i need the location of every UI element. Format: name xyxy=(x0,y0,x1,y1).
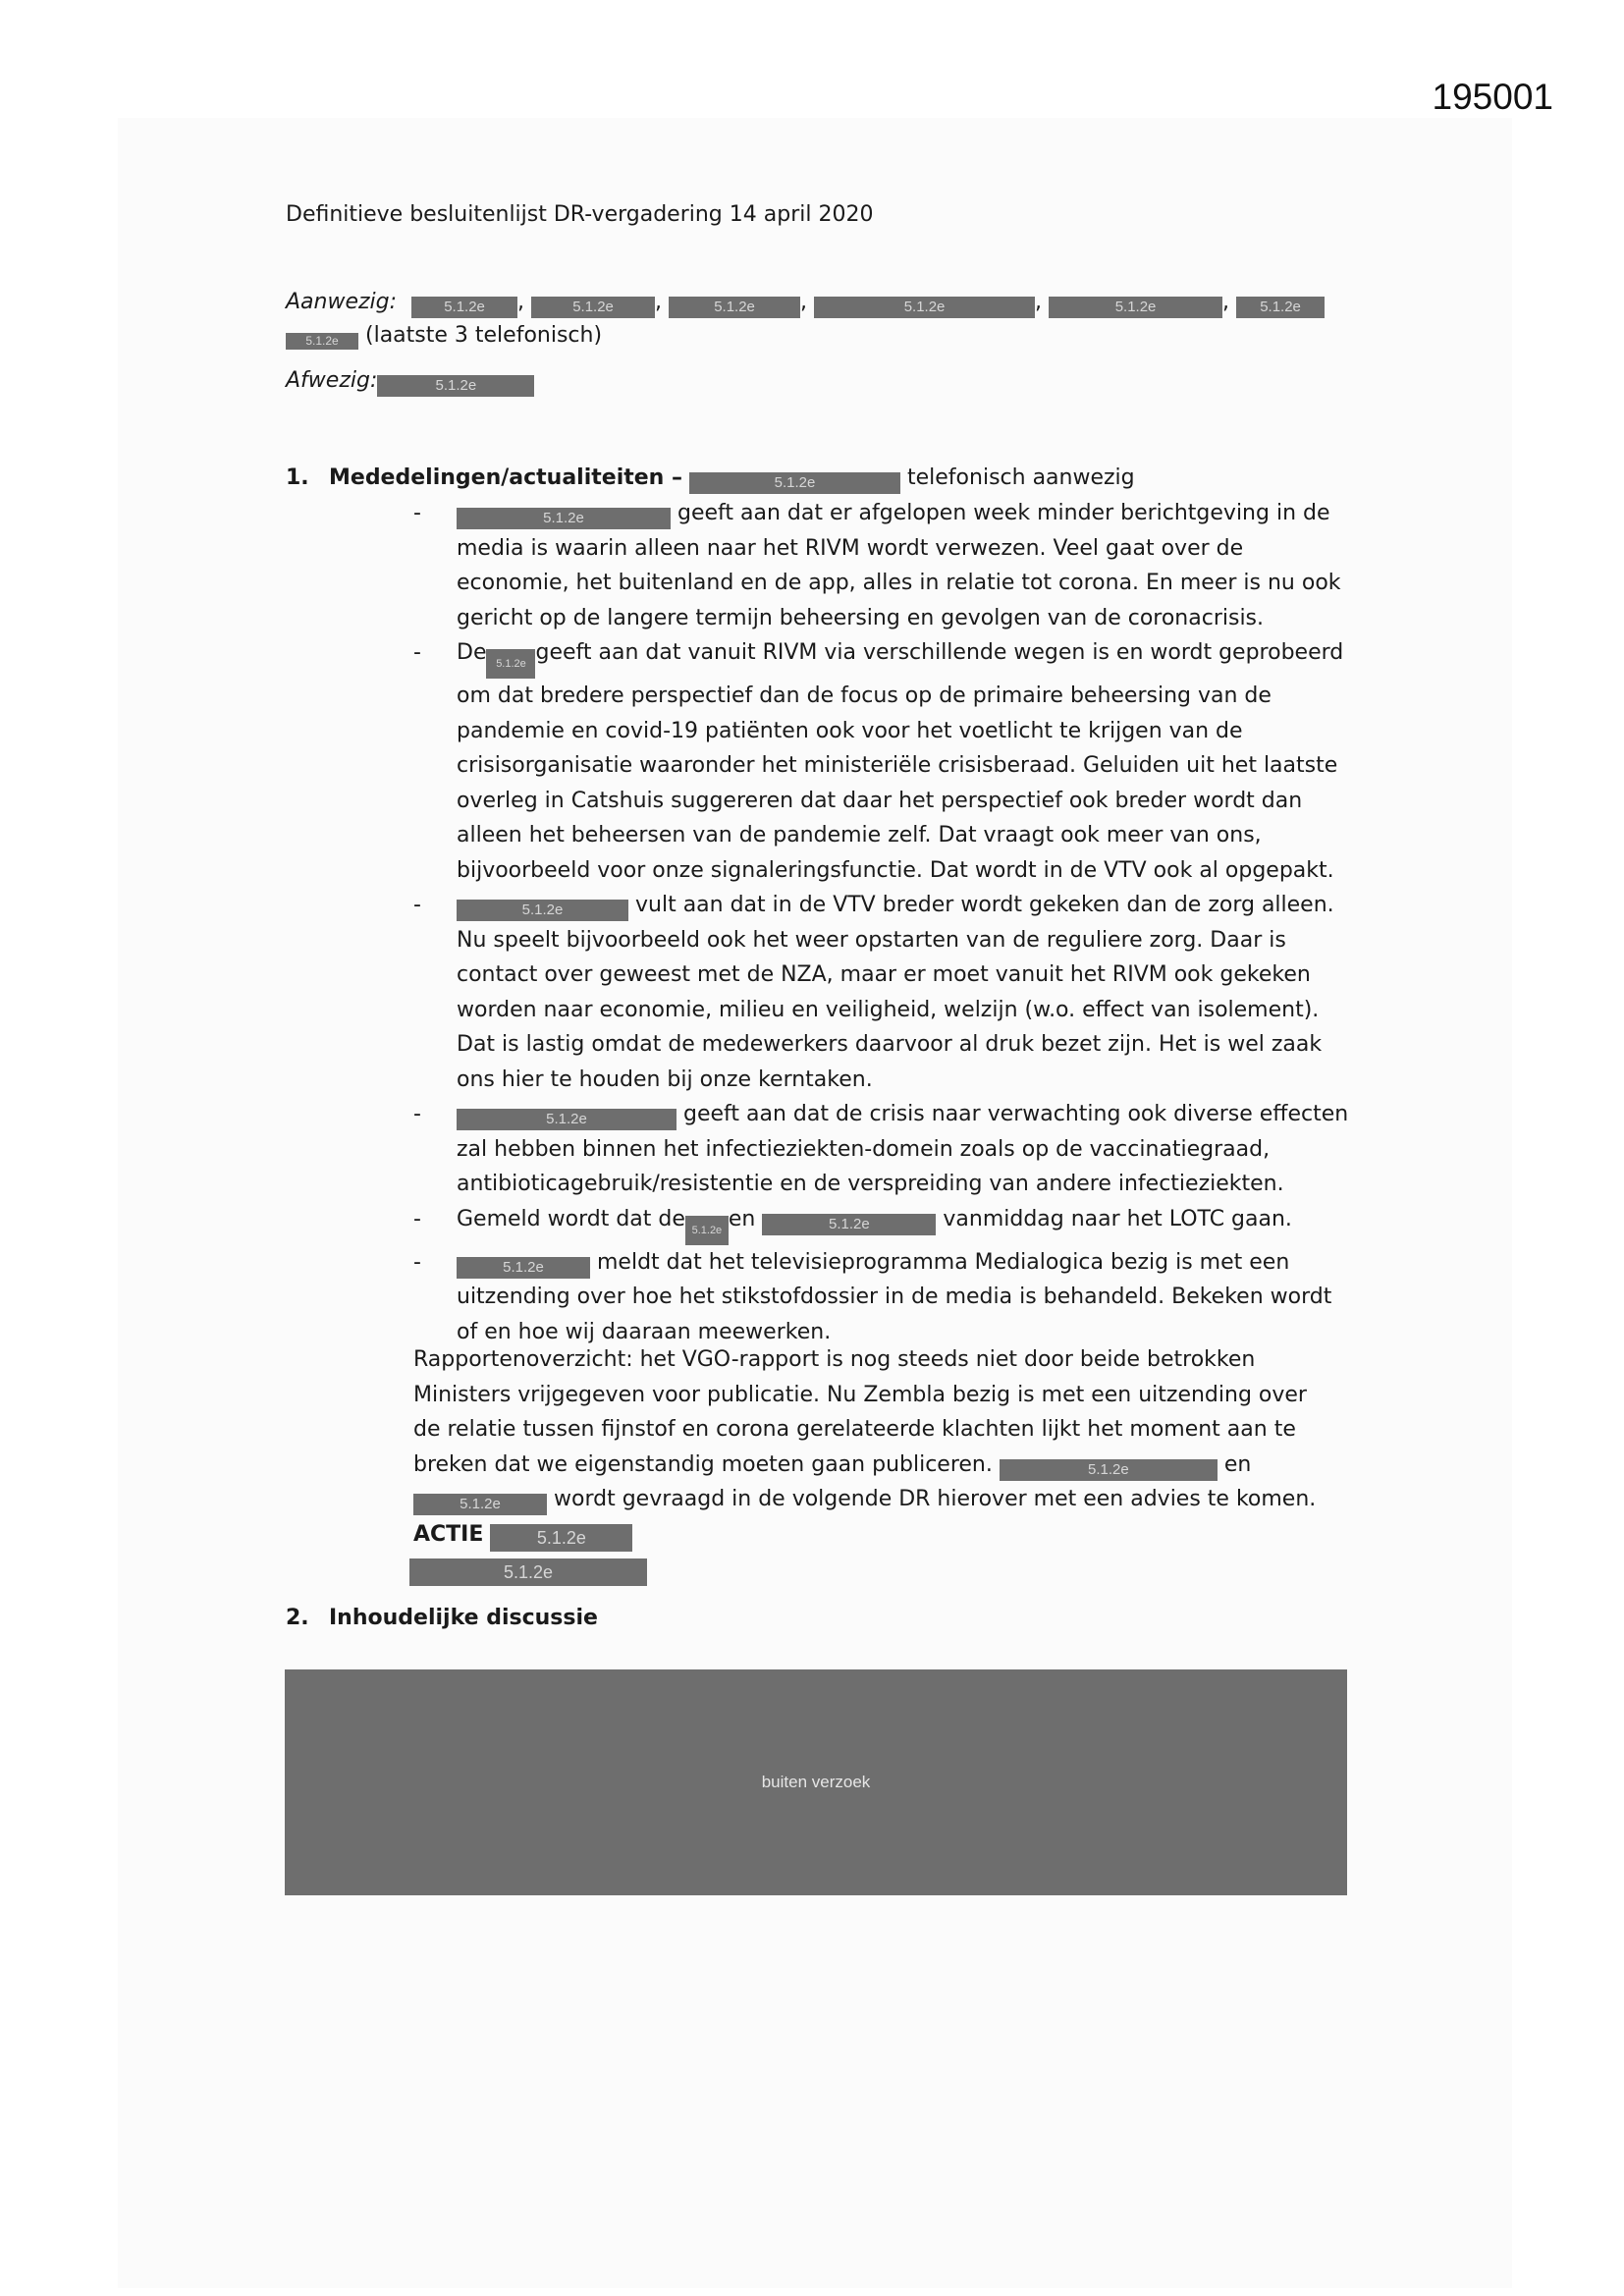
list-item: - De 5.1.2e geeft aan dat vanuit RIVM via verschillende wegen is en wordt geprobeerd om dat bredere perspectief dan de focus op de primaire beheersing van de pandemie en covid-19 patiënten ook voor het voetlicht te krijgen van de crisisorganisatie waaronder het ministeriële crisisberaad. Geluiden uit het laatste overleg in Catshuis suggereren dat daar het perspectief ook breder wordt dan alleen het beheersen van de pandemie zelf. Dat vraagt ook meer van ons, bijvoorbeeld voor onze signaleringsfunctie. Dat wordt in de VTV ook al opgepakt. xyxy=(413,640,1344,883)
report-text: en xyxy=(1223,1451,1252,1477)
section-title-suffix: telefonisch aanwezig xyxy=(907,465,1135,490)
bullet-text: geeft aan dat er afgelopen week minder berichtgeving in de media is waarin alleen naar het RIVM wordt verwezen. Veel gaat over de economie, het buitenland en de app, alles in relatie tot corona. En meer is nu ook gericht op de langere termijn beheersing en gevolgen van de coronacrisis. xyxy=(457,501,1341,630)
redaction-box: 5.1.2e xyxy=(413,1494,547,1515)
section-title: Mededelingen/actualiteiten – xyxy=(329,465,682,490)
section-number: 1. xyxy=(286,465,309,490)
list-item: - Gemeld wordt dat de 5.1.2e en 5.1.2e vanmiddag naar het LOTC gaan. xyxy=(286,1202,1356,1245)
redaction-box: 5.1.2e xyxy=(286,333,358,350)
section-2-heading xyxy=(286,1601,598,1636)
document-number: 195001 xyxy=(1432,77,1553,117)
section-number: 2. xyxy=(286,1606,309,1630)
present-label: Aanwezig: xyxy=(286,290,398,314)
bullet-text: vanmiddag naar het LOTC gaan. xyxy=(936,1206,1292,1231)
redaction-box: 5.1.2e xyxy=(685,1216,729,1245)
report-text: Rapportenoverzicht: het VGO-rapport is nog steeds niet door beide betrokken Ministers vrijgegeven voor publicatie. Nu Zembla bezig is met een uitzending over de relatie tussen fijnstof en corona gerelateerde klachten lijkt het moment aan te breken dat we eigenstandig moeten gaan publiceren. xyxy=(413,1347,1307,1477)
redaction-box: 5.1.2e xyxy=(377,375,534,397)
bullet-text: geeft aan dat de crisis naar verwachting ook diverse effecten zal hebben binnen het infectieziekten-domein zoals op de vaccinatiegraad, antibioticagebruik/resistentie en de verspreiding van andere infectieziekten. xyxy=(457,1102,1349,1196)
section-1-heading xyxy=(286,461,1135,496)
redaction-box: 5.1.2e xyxy=(814,297,1035,318)
action-label: ACTIE xyxy=(413,1521,484,1547)
bullet-text: De xyxy=(457,640,487,665)
list-item: - 5.1.2e vult aan dat in de VTV breder wordt gekeken dan de zorg alleen. Nu speelt bijvoorbeeld ook het weer opstarten van de reguliere zorg. Daar is contact over geweest met de NZA, maar er moet vanuit het RIVM ook gekeken worden naar economie, milieu en veiligheid, welzijn (w.o. effect van isolement). Dat is lastig omdat de medewerkers daarvoor al druk bezet zijn. Het is wel zaak ons hier te houden bij onze kerntaken. xyxy=(413,893,1334,1092)
redaction-box: 5.1.2e xyxy=(411,297,517,318)
list-item: - 5.1.2e geeft aan dat de crisis naar verwachting ook diverse effecten zal hebben binnen het infectieziekten-domein zoals op de vaccinatiegraad, antibioticagebruik/resistentie en de verspreiding van andere infectieziekten. xyxy=(413,1102,1349,1196)
attendance-present: Aanwezig: 5.1.2e , 5.1.2e , 5.1.2e , 5.1.2e , 5.1.2e , 5.1.2e 5.1.2e (laatste 3 telefonisch) xyxy=(286,286,1356,353)
bullet-text: geeft aan dat vanuit RIVM via verschillende wegen is en wordt geprobeerd om dat bredere perspectief dan de focus op de primaire beheersing van de pandemie en covid-19 patiënten ook voor het voetlicht te krijgen van de crisisorganisatie waaronder het ministeriële crisisberaad. Geluiden uit het laatste overleg in Catshuis suggereren dat daar het perspectief ook breder wordt dan alleen het beheersen van de pandemie zelf. Dat vraagt ook meer van ons, bijvoorbeeld voor onze signaleringsfunctie. Dat wordt in de VTV ook al opgepakt. xyxy=(457,640,1344,883)
list-item: - 5.1.2e geeft aan dat er afgelopen week minder berichtgeving in de media is waarin alleen naar het RIVM wordt verwezen. Veel gaat over de economie, het buitenland en de app, alles in relatie tot corona. En meer is nu ook gericht op de langere termijn beheersing en gevolgen van de coronacrisis. xyxy=(413,501,1341,630)
redaction-box: 5.1.2e xyxy=(409,1558,647,1586)
bullet-text: vult aan dat in de VTV breder wordt gekeken dan de zorg alleen. Nu speelt bijvoorbeeld ook het weer opstarten van de reguliere zorg. Daar is contact over geweest met de NZA, maar er moet vanuit het RIVM ook gekeken worden naar economie, milieu en veiligheid, welzijn (w.o. effect van isolement). Dat is lastig omdat de medewerkers daarvoor al druk bezet zijn. Het is wel zaak ons hier te houden bij onze kerntaken. xyxy=(457,893,1334,1092)
redaction-box: 5.1.2e xyxy=(486,649,535,679)
redaction-box: 5.1.2e xyxy=(457,1257,590,1279)
report-overview xyxy=(413,1342,1336,1587)
phone-note: (laatste 3 telefonisch) xyxy=(365,323,603,348)
list-item: - 5.1.2e meldt dat het televisieprogramma Medialogica bezig is met een uitzending over hoe het stikstofdossier in de media is behandeld. Bekeken wordt of en hoe wij daaraan meewerken. xyxy=(413,1249,1332,1344)
redaction-box: 5.1.2e xyxy=(457,508,671,529)
bullet-text: meldt dat het televisieprogramma Medialogica bezig is met een uitzending over hoe het stikstofdossier in de media is behandeld. Bekeken wordt of en hoe wij daaraan meewerken. xyxy=(457,1249,1332,1344)
redaction-box: 5.1.2e xyxy=(490,1524,632,1552)
redaction-box: 5.1.2e xyxy=(669,297,800,318)
redaction-box: 5.1.2e xyxy=(762,1214,936,1235)
attendance-absent xyxy=(286,363,534,399)
redacted-block-label: buiten verzoek xyxy=(761,1773,871,1791)
redaction-box: 5.1.2e xyxy=(1049,297,1222,318)
document-title: Definitieve besluitenlijst DR-vergadering 14 april 2020 xyxy=(286,202,874,227)
report-text: wordt gevraagd in de volgende DR hierover met een advies te komen. xyxy=(554,1487,1317,1511)
bullet-list xyxy=(286,496,1356,1349)
redaction-box: 5.1.2e xyxy=(457,900,628,921)
redaction-box: 5.1.2e xyxy=(457,1109,677,1130)
redaction-box: 5.1.2e xyxy=(1000,1459,1218,1481)
redacted-section-block xyxy=(285,1669,1347,1895)
redaction-box: 5.1.2e xyxy=(1236,297,1325,318)
bullet-text: en xyxy=(728,1206,756,1231)
section-title: Inhoudelijke discussie xyxy=(329,1606,598,1630)
bullet-text: Gemeld wordt dat de xyxy=(457,1206,685,1231)
absent-label: Afwezig: xyxy=(286,368,378,393)
redaction-box: 5.1.2e xyxy=(531,297,655,318)
redaction-box: 5.1.2e xyxy=(689,472,900,494)
